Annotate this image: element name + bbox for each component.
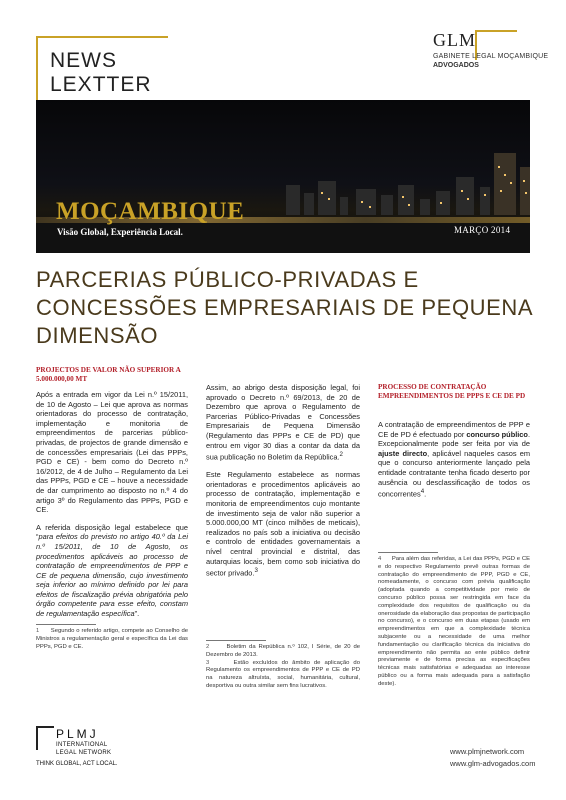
plmj-logo-mark <box>36 726 54 750</box>
footnotes-2-3: 2 Boletim da República n.º 102, I Série, de 20 de Dezembro de 2013. 3 Estão excluídos do âmbito de aplicação do Regulamento os empreendimentos de PPP e CE de PD na natureza altruísta, social, humanitária, cultural, desportiva ou outra similar sem fins lucrativos. <box>206 640 360 691</box>
footnote-4: 4 Para além das referidas, a Lei das PPPs, PGD e CE e do respectivo Regulamento prevê outras formas de contratação do empreendimento de PPP, PGD e CE, nomeadamente, o concurso com prévia qualificação (adoptada quando a competitividade por meio de concurso público possa ser restringida em face da complexidade dos requisitos de qualificação ou da onerosidade da elaboração das propostas de participação no concurso), e o concurso em duas etapas (usado em empreendimentos em que a complexidade técnica subjacente ou a necessidade de uma melhor fundamentação ou clarificação técnica da iniciativa do empreendimento não permita ao ente público definir previamente e de forma precisa as especificações técnicas mais satisfatórias e adequadas ao interesse público ou a forma mais adequada para a satisfação deste). <box>378 552 530 689</box>
plmj-line-2: LEGAL NETWORK <box>56 750 112 756</box>
paragraph: Após a entrada em vigor da Lei n.º 15/2011, de 10 de Agosto – Lei que aprova as normas orientadoras do processo de contratação, implementação e monitoria de empreendimentos de parcerias público-privadas, de projectos de grande dimensão e de concessões empresariais (Lei das PPPs, PGD e CE) - bem como do Decreto n.º 16/2012, de 4 de Julho – Regulamento da Lei das PPPs, PGD e CE – houve a necessidade de dar cumprimento ao disposto no n.º 4 do artigo 3º do Regulamento das PPPs, PGD e CE. <box>36 390 188 515</box>
section-heading-1: PROJECTOS DE VALOR NÃO SUPERIOR A 5.000.000,00 MT <box>36 366 181 384</box>
glm-website-link[interactable]: www.glm-advogados.com <box>450 759 536 768</box>
plmj-line-1: INTERNATIONAL <box>56 742 108 748</box>
plmj-website-link[interactable]: www.plmjnetwork.com <box>450 747 525 756</box>
glm-subtitle: GABINETE LEGAL MOÇAMBIQUE <box>433 53 549 60</box>
column-2 <box>206 383 360 586</box>
news-title-line1: NEWS <box>50 49 117 72</box>
column-1 <box>36 390 188 627</box>
paragraph: Este Regulamento estabelece as normas orientadoras e procedimentos aplicáveis ao processo de contratação, implementação e monitoria de empreendimentos cujo montante de investimento seja de valor não superior a 5.000.000,00 MT (cinco milhões de meticais), realizados no país sob a iniciativa ou decisão e controlo de entidades governamentais a nível central provincial e distrital, das autarquias locais, bem como sob iniciativa do sector privado.$^3$ <box>206 470 360 578</box>
paragraph: Assim, ao abrigo desta disposição legal, foi aprovado o Decreto n.º 69/2013, de 20 de Dezembro que aprova o Regulamento de Parcerias Público-Privadas e Concessões Empresariais de Pequena Dimensão (Regulamento das PPPs e CE de PD) que entrou em vigor 30 dias a contar da data da sua publicação no Boletim da República.$^2$ <box>206 383 360 462</box>
footnote-1: 1 Segundo o referido artigo, compete ao Conselho de Ministros a regulamentação geral e específica da Lei das PPPs, PGD e CE. <box>36 624 188 651</box>
banner-tagline: Visão Global, Experiência Local. <box>57 227 183 237</box>
glm-logo: GLM <box>433 30 476 50</box>
banner-title: MOÇAMBIQUE <box>56 198 245 225</box>
plmj-logo: PLMJ <box>56 727 99 741</box>
paragraph: A referida disposição legal estabelece que “para efeitos do previsto no artigo 40.º da Lei n.º 15/2011, de 10 de Agosto, os procedimentos aplicáveis ao processo de contratação de empreendimentos de PPP e CE de pequena dimensão, cujo investimento seja inferior ao mínimo definido por lei para efeitos de fiscalização prévia obrigatória pelo órgão competente para esse efeito, constam de regulamentação específica”. <box>36 522 188 619</box>
article-title: PARCERIAS PÚBLICO-PRIVADAS E CONCESSÕES EMPRESARIAIS DE PEQUENA DIMENSÃO <box>36 267 532 348</box>
plmj-tagline: THINK GLOBAL, ACT LOCAL. <box>36 761 118 767</box>
glm-subtitle-2: ADVOGADOS <box>433 62 479 69</box>
news-title-line2: LEXTTER <box>50 73 152 96</box>
paragraph: A contratação de empreendimentos de PPP e CE de PD é efectuado por concurso público. Excepcionalmente pode ser feita por via de ajuste directo, aplicável naqueles casos em que o concurso anteriormente lançado pela entidade contratante tenha ficado deserto por ausência ou desclassificação de todos os concorrentes$^4$. <box>378 420 530 499</box>
section-heading-2: PROCESSO DE CONTRATAÇÃO EMPREENDIMENTOS DE PPPS E CE DE PD <box>378 383 526 401</box>
issue-date: MARÇO 2014 <box>454 225 511 235</box>
column-3 <box>378 420 530 507</box>
